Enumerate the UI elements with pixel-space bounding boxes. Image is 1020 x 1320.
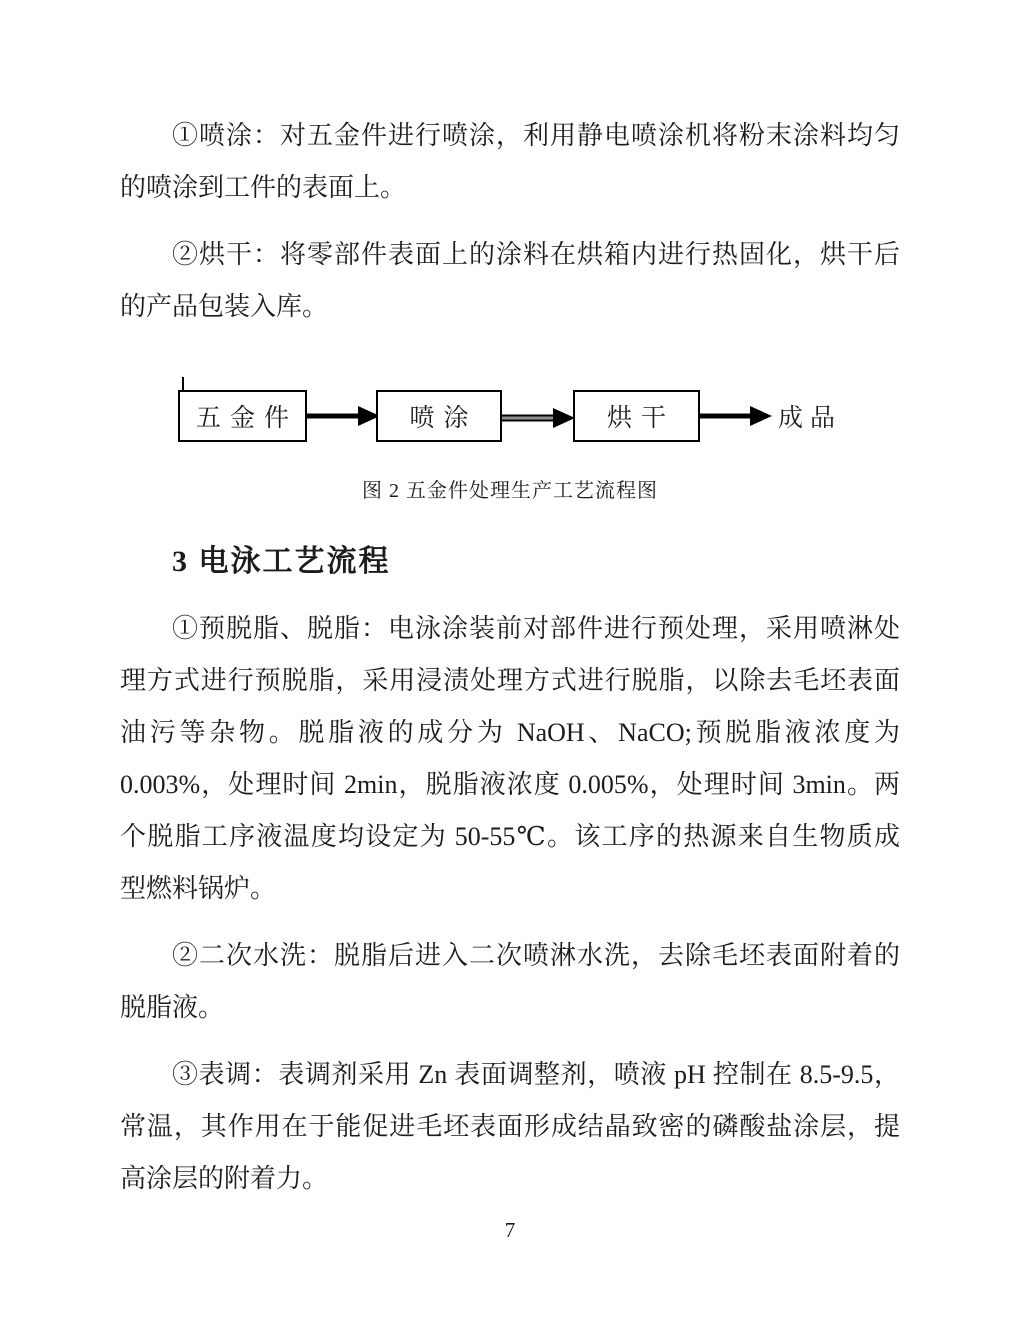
page-number: 7: [504, 1218, 516, 1242]
paragraph-line: ③表调：表调剂采用 Zn 表面调整剂，喷液 pH 控制在 8.5-9.5，: [172, 1060, 900, 1089]
process-flow-diagram: [120, 348, 900, 535]
flow-box-label: 喷涂: [409, 405, 478, 432]
paragraph-line: 高涂层的附着力。: [120, 1164, 329, 1193]
arrow-right-icon: [700, 406, 772, 426]
document-body: [120, 110, 900, 1220]
paragraph-line: 理方式进行预脱脂，采用浸渍处理方式进行脱脂，以除去毛坯表面: [120, 666, 900, 695]
paragraph-degrease: [120, 603, 900, 915]
flow-box-label: 烘干: [606, 405, 675, 432]
figure-caption: 图 2 五金件处理生产工艺流程图: [362, 480, 658, 502]
paragraph-line: ②烘干：将零部件表面上的涂料在烘箱内进行热固化，烘干后: [172, 240, 900, 269]
paragraph-line: 的产品包装入库。: [120, 292, 329, 321]
flow-box-label: 五金件: [195, 405, 298, 432]
paragraph-line: 个脱脂工序液温度均设定为 50-55℃。该工序的热源来自生物质成: [120, 822, 900, 851]
arrow-right-icon: [502, 408, 575, 428]
paragraph-line: 油污等杂物。脱脂液的成分为 NaOH、NaCO;预脱脂液浓度为: [120, 718, 900, 747]
paragraph-line: 脱脂液。: [120, 993, 225, 1022]
arrow-right-icon: [307, 406, 380, 426]
paragraph-line: 常温，其作用在于能促进毛坯表面形成结晶致密的磷酸盐涂层，提: [120, 1112, 900, 1141]
paragraph-line: 型燃料锅炉。: [120, 874, 277, 903]
section-heading: 3 电泳工艺流程: [172, 545, 391, 578]
paragraph-line: ①喷涂：对五金件进行喷涂，利用静电喷涂机将粉末涂料均匀: [172, 121, 900, 150]
paragraph-drying: [120, 229, 900, 333]
paragraph-line: 0.003%，处理时间 2min，脱脂液浓度 0.005%，处理时间 3min。两: [120, 770, 900, 799]
flow-box-dry: [573, 390, 700, 442]
paragraph-spray: [120, 110, 900, 214]
paragraph-surface-conditioning: [120, 1049, 900, 1205]
paragraph-line: ①预脱脂、脱脂：电泳涂装前对部件进行预处理，采用喷淋处: [172, 614, 900, 643]
flow-box-spray: [376, 390, 502, 442]
paragraph-line: 的喷涂到工件的表面上。: [120, 173, 407, 202]
flow-box-hardware: [178, 390, 307, 442]
paragraph-line: ②二次水洗：脱脂后进入二次喷淋水洗，去除毛坯表面附着的: [172, 941, 900, 970]
flow-end-label: 成品: [778, 405, 843, 432]
paragraph-rinse: [120, 930, 900, 1034]
